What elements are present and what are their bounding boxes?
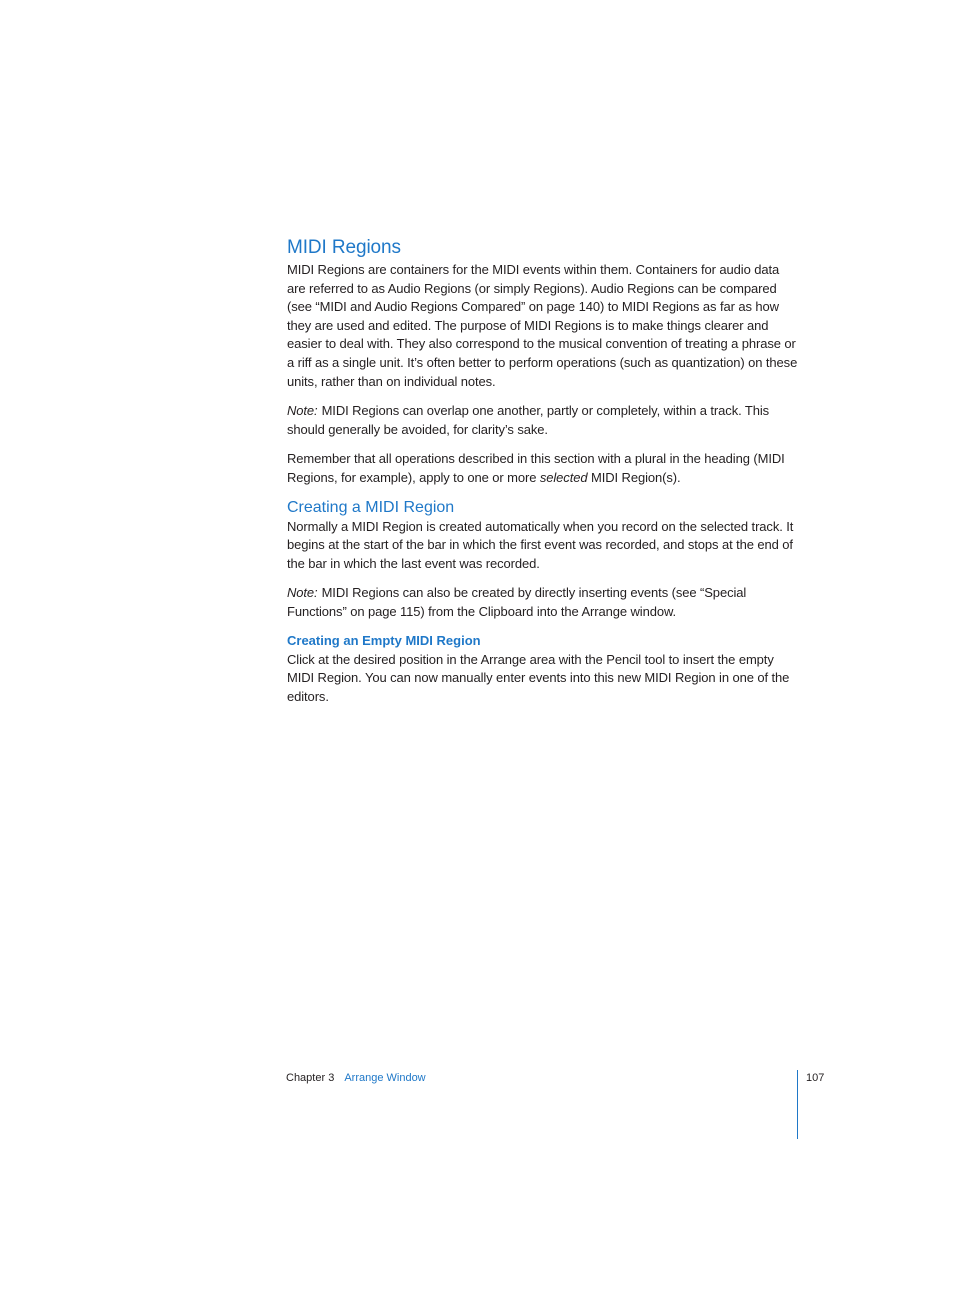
subsection-heading: Creating a MIDI Region — [287, 498, 455, 516]
section-heading: MIDI Regions — [287, 237, 401, 258]
page-footer — [286, 1070, 426, 1086]
page-content — [287, 236, 799, 706]
note-label-2: Note: — [287, 585, 318, 601]
note-paragraph — [287, 402, 799, 439]
note-label: Note: — [287, 403, 318, 419]
note-text: MIDI Regions can overlap one another, partly or completely, within a track. This should generally be avoided, for clarity’s sake. — [287, 403, 770, 437]
footer-section-link[interactable]: Arrange Window — [344, 1072, 426, 1084]
footer-chapter: Chapter 3 — [286, 1072, 335, 1084]
subsubsection-heading: Creating an Empty MIDI Region — [287, 632, 481, 648]
remember-paragraph — [287, 450, 799, 487]
subsection-paragraph: Normally a MIDI Region is created automatically when you record on the selected track. It begins at the start of the bar in which the first event was recorded, and stops at the end of the bar in which the last event was recorded. — [287, 518, 794, 571]
footer-divider — [797, 1070, 798, 1139]
remember-emphasis: selected — [539, 469, 588, 485]
note-paragraph-2 — [287, 584, 799, 621]
subsubsection-paragraph: Click at the desired position in the Arrange area with the Pencil tool to insert the empty MIDI Region. You can now manually enter events into this new MIDI Region in one of the editors. — [287, 651, 790, 704]
remember-text-start: Remember that all operations described in this section with a plural in the heading (MIDI Regions, for example), apply to one or more — [287, 451, 785, 485]
intro-paragraph: MIDI Regions are containers for the MIDI events within them. Containers for audio data are referred to as Audio Regions (or simply Regions). Audio Regions can be compared (see “MIDI and Audio Regions Compared” on page 140) to MIDI Regions as far as how they are used and edited. The purpose of MIDI Regions is to make things clearer and easier to deal with. They also correspond to the musical convention of treating a phrase or a riff as a single unit. It’s often better to perform operations (such as quantization) on these units, rather than on individual notes. — [287, 262, 798, 389]
remember-text-end: MIDI Region(s). — [587, 469, 681, 485]
page-number: 107 — [806, 1072, 825, 1084]
note-text-2: MIDI Regions can also be created by directly inserting events (see “Special Functions” on page 115) from the Clipboard into the Arrange window. — [287, 585, 747, 619]
